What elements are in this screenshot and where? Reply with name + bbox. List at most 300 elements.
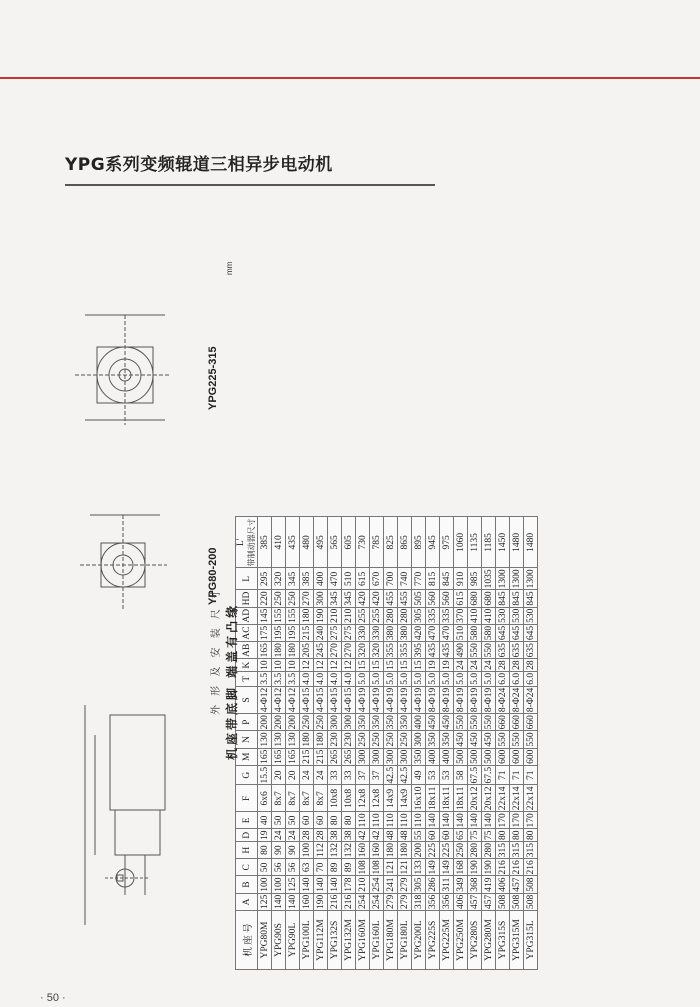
table-cell: 350 (399, 715, 410, 730)
table-cell: 254 (357, 894, 368, 909)
table-cell: 15 (413, 660, 424, 670)
table-cell: 4-Φ12 (273, 687, 284, 713)
frame-cell: YPG112M (314, 911, 328, 970)
table-header-cell: AD (236, 607, 258, 624)
table-cell: 265 (343, 749, 354, 764)
frame-cell: YPG225M (440, 911, 454, 970)
table-cell: 216 (511, 860, 522, 875)
table-cell: 510 (455, 625, 466, 641)
table-cell: 12 (329, 660, 340, 670)
table-cell: 250 (273, 591, 284, 606)
motor-side-view (85, 705, 165, 925)
table-cell: 12x8 (356, 785, 370, 812)
table-cell: 508 (497, 894, 508, 909)
table-cell: 645 (525, 625, 536, 641)
table-cell: 12 (315, 660, 326, 670)
table-cell: 10 (259, 660, 270, 670)
table-cell: 560 (427, 591, 438, 606)
table-row (426, 517, 440, 970)
table-row (286, 517, 300, 970)
table-cell: 470 (328, 568, 342, 590)
table-cell: 22x14 (497, 786, 508, 811)
table-cell: 155 (273, 608, 284, 623)
table-cell: 410 (469, 608, 480, 623)
table-cell: 180 (273, 643, 284, 658)
table-cell: 90 (286, 842, 300, 859)
table-cell: 300 (343, 715, 354, 730)
table-cell: 19 (441, 660, 452, 670)
table-header-cell: K (236, 659, 258, 672)
table-cell: 250 (357, 732, 368, 747)
table-cell: 250 (287, 591, 298, 606)
table-cell: 8-Φ24 (511, 687, 522, 713)
frame-cell: YPG132S (328, 911, 342, 970)
table-cell: 450 (441, 715, 452, 730)
table-cell: 15 (371, 660, 382, 670)
table-cell: 315 (511, 843, 522, 858)
table-row (370, 517, 384, 970)
table-cell: 355 (399, 643, 410, 658)
table-cell: 65 (455, 830, 466, 840)
table-cell: 380 (385, 625, 396, 641)
table-cell: 580 (483, 625, 494, 641)
table-cell: 250 (371, 732, 382, 747)
table-cell: 110 (385, 813, 396, 828)
table-cell: 457 (469, 894, 480, 909)
table-header-cell: E (236, 812, 258, 829)
table-caption: 机座带底脚 端盖有凸缘 (225, 602, 239, 760)
table-cell: 125 (259, 894, 270, 909)
table-cell: 15 (357, 660, 368, 670)
table-cell: 335 (427, 608, 438, 623)
table-header-cell: L' 带制动器尺寸 (236, 518, 256, 567)
table-cell: 250 (385, 732, 396, 747)
frame-cell: YPG225S (426, 911, 440, 970)
table-row (384, 517, 398, 970)
table-cell: 4-Φ15 (343, 687, 354, 713)
table-cell: 200 (413, 843, 424, 858)
table-header-cell: B (236, 876, 258, 893)
table-row (328, 517, 342, 970)
table-cell: 37 (356, 765, 370, 785)
table-cell: 255 (357, 608, 368, 623)
table-cell: 210 (357, 877, 368, 892)
table-cell: 165 (259, 643, 270, 658)
table-cell: 530 (497, 608, 508, 623)
table-cell: 275 (343, 625, 354, 641)
table-cell: 350 (357, 715, 368, 730)
table-cell: 140 (301, 877, 312, 892)
table-cell: 67.5 (469, 766, 480, 784)
table-cell: 975 (440, 517, 454, 568)
table-cell: 50 (286, 812, 300, 829)
table-cell: 12x8 (370, 785, 384, 812)
frame-cell: YPG315S (496, 911, 510, 970)
table-cell: 14x9 (384, 785, 398, 812)
table-cell: 19 (427, 660, 438, 670)
table-cell: 38 (343, 830, 354, 840)
table-cell: 4.0 (329, 672, 340, 685)
table-cell: 785 (370, 517, 384, 568)
table-cell: 280 (399, 608, 410, 623)
frame-cell: YPG280M (482, 911, 496, 970)
table-cell: 216 (329, 894, 340, 909)
table-cell: 420 (413, 625, 424, 641)
table-cell: 550 (469, 715, 480, 730)
table-cell: 149 (427, 860, 438, 875)
frame-cell: YPG90L (286, 911, 300, 970)
table-cell: 380 (399, 625, 410, 641)
table-cell: 530 (525, 608, 536, 623)
table-cell: 60 (314, 812, 328, 829)
table-cell: 420 (357, 591, 368, 606)
table-cell: 4-Φ19 (399, 687, 410, 713)
table-header-cell: G (236, 765, 258, 785)
table-cell: 160 (301, 894, 312, 909)
table-cell: 1450 (496, 517, 510, 568)
table-cell: 700 (384, 568, 398, 590)
table-cell: 1480 (524, 517, 538, 568)
table-cell: 15.5 (259, 766, 270, 784)
table-cell: 560 (441, 591, 452, 606)
table-cell: 505 (413, 591, 424, 606)
table-cell: 10x8 (328, 785, 342, 812)
motor-drawings (55, 235, 180, 975)
table-cell: 255 (371, 608, 382, 623)
table-cell: 320 (272, 568, 286, 590)
table-cell: 385 (300, 568, 314, 590)
table-cell: 10x8 (342, 785, 356, 812)
table-cell: 145 (259, 608, 270, 623)
table-cell: 240 (315, 625, 326, 641)
table-row (524, 517, 538, 970)
table-cell: 3.5 (287, 672, 298, 685)
table-row (412, 517, 426, 970)
table-cell: 210 (343, 608, 354, 623)
table-header-cell: S (236, 686, 258, 713)
table-row (496, 517, 510, 970)
table-cell: 190 (469, 860, 480, 875)
table-cell: 345 (286, 568, 300, 590)
table-cell: 28 (497, 660, 508, 670)
table-cell: 14x9 (398, 785, 412, 812)
table-cell: 140 (287, 894, 298, 909)
table-row (440, 517, 454, 970)
table-cell: 4-Φ12 (259, 687, 270, 713)
table-cell: 178 (343, 877, 354, 892)
table-cell: 8-Φ19 (483, 687, 494, 713)
table-cell: 5.0 (483, 672, 494, 685)
table-cell: 8-Φ19 (441, 687, 452, 713)
table-cell: 110 (399, 813, 410, 828)
table-cell: 245 (315, 643, 326, 658)
table-cell: 20 (286, 765, 300, 785)
table-cell: 121 (385, 860, 396, 875)
table-cell: 230 (329, 732, 340, 747)
table-cell: 37 (370, 765, 384, 785)
table-cell: 49 (412, 765, 426, 785)
table-cell: 8x7 (300, 785, 314, 812)
table-cell: 615 (455, 591, 466, 606)
table-cell: 1060 (454, 517, 468, 568)
table-cell: 295 (258, 568, 272, 590)
table-cell: 845 (440, 568, 454, 590)
table-header-cell: A (236, 893, 258, 910)
table-cell: 220 (259, 591, 270, 606)
table-cell: 865 (398, 517, 412, 568)
table-cell: 180 (287, 643, 298, 658)
table-cell: 845 (497, 591, 508, 606)
table-row (398, 517, 412, 970)
table-header-cell: L (236, 568, 258, 590)
table-cell: 200 (273, 715, 284, 730)
table-cell: 4-Φ15 (329, 687, 340, 713)
table-cell: 4-Φ12 (287, 687, 298, 713)
table-row (258, 517, 272, 970)
table-cell: 660 (511, 715, 522, 730)
table-cell: 470 (427, 625, 438, 641)
table-cell: 500 (469, 749, 480, 764)
table-cell: 8-Φ19 (455, 687, 466, 713)
table-cell: 580 (469, 625, 480, 641)
table-header-cell: N (236, 731, 258, 748)
small-frame-label: YPG80-200 (207, 547, 219, 605)
table-cell: 216 (343, 894, 354, 909)
table-cell: 75 (483, 830, 494, 840)
table-cell: 615 (356, 568, 370, 590)
table-cell: 300 (329, 715, 340, 730)
table-cell: 435 (286, 517, 300, 568)
page-number: · 50 · (40, 992, 66, 1004)
table-cell: 38 (329, 830, 340, 840)
table-header-cell: AB (236, 642, 258, 659)
table-cell: 6.0 (497, 672, 508, 685)
table-cell: 457 (511, 877, 522, 892)
table-cell: 419 (483, 877, 494, 892)
table-cell: 815 (426, 568, 440, 590)
table-header-cell: HD (236, 590, 258, 607)
table-cell: 770 (412, 568, 426, 590)
table-cell: 370 (455, 608, 466, 623)
table-cell: 28 (301, 830, 312, 840)
table-cell: 435 (441, 643, 452, 658)
table-cell: 1035 (483, 569, 494, 589)
table-cell: 320 (357, 643, 368, 658)
table-cell: 5.0 (427, 672, 438, 685)
table-cell: 132 (329, 843, 340, 858)
table-cell: 24 (273, 830, 284, 840)
table-cell: 400 (441, 749, 452, 764)
table-cell: 180 (399, 843, 410, 858)
table-cell: 130 (273, 732, 284, 747)
table-cell: 33 (328, 765, 342, 785)
table-cell: 280 (385, 608, 396, 623)
table-cell: 300 (371, 749, 382, 764)
table-cell: 140 (273, 894, 284, 909)
table-cell: 165 (287, 749, 298, 764)
table-cell: 550 (455, 715, 466, 730)
table-cell: 140 (441, 813, 452, 828)
table-cell: 250 (301, 715, 312, 730)
frame-cell: YPG160L (370, 911, 384, 970)
table-cell: 100 (301, 843, 312, 858)
table-cell: 165 (273, 749, 284, 764)
table-cell: 455 (399, 591, 410, 606)
table-cell: 60 (427, 830, 438, 840)
table-cell: 130 (259, 732, 270, 747)
table-cell: 230 (343, 732, 354, 747)
table-cell: 4.0 (343, 672, 354, 685)
table-cell: 8x7 (272, 785, 286, 812)
table-cell: 12 (301, 660, 312, 670)
table-cell: 125 (287, 877, 298, 892)
table-cell: 71 (524, 765, 538, 785)
table-cell: 420 (371, 591, 382, 606)
table-cell: 180 (301, 608, 312, 623)
table-cell: 1300 (511, 569, 522, 589)
frame-cell: YPG200L (412, 911, 426, 970)
table-header-cell: C (236, 859, 258, 876)
table-cell: 112 (315, 843, 326, 858)
table-cell: 225 (441, 843, 452, 858)
table-cell: 315 (525, 843, 536, 858)
table-cell: 140 (469, 813, 480, 828)
table-cell: 60 (300, 812, 314, 829)
dimension-table (235, 516, 538, 970)
table-cell: 180 (315, 732, 326, 747)
table-cell: 60 (441, 830, 452, 840)
table-cell: 8-Φ19 (469, 687, 480, 713)
table-cell: 71 (496, 765, 510, 785)
table-cell: 190 (315, 894, 326, 909)
table-cell: 1300 (497, 569, 508, 589)
table-cell: 42 (371, 830, 382, 840)
table-cell: 305 (413, 877, 424, 892)
table-cell: 160 (371, 843, 382, 858)
table-cell: 100 (259, 877, 270, 892)
table-row (468, 517, 482, 970)
table-cell: 457 (483, 894, 494, 909)
table-cell: 70 (314, 859, 328, 876)
frame-cell: YPG280S (468, 911, 482, 970)
table-cell: 5.0 (399, 672, 410, 685)
table-cell: 895 (412, 517, 426, 568)
table-cell: 28 (315, 830, 326, 840)
table-cell: 5.0 (385, 672, 396, 685)
frame-cell: YPG180M (384, 911, 398, 970)
table-cell: 318 (413, 894, 424, 909)
table-cell: 406 (497, 877, 508, 892)
table-cell: 435 (427, 643, 438, 658)
table-cell: 315 (497, 843, 508, 858)
table-cell: 216 (497, 860, 508, 875)
table-cell: 165 (259, 749, 270, 764)
table-cell: 730 (356, 517, 370, 568)
table-cell: 6.0 (525, 672, 536, 685)
table-cell: 645 (497, 625, 508, 641)
table-cell: 3.5 (259, 672, 270, 685)
table-cell: 20x12 (483, 786, 494, 811)
table-cell: 254 (371, 877, 382, 892)
table-cell: 56 (286, 859, 300, 876)
table-cell: 680 (469, 591, 480, 606)
table-cell: 500 (483, 749, 494, 764)
table-cell: 170 (525, 813, 536, 828)
table-cell: 350 (413, 749, 424, 764)
table-cell: 8x7 (286, 785, 300, 812)
table-cell: 80 (342, 812, 356, 829)
table-cell: 12 (343, 660, 354, 670)
table-cell: 4-Φ19 (385, 687, 396, 713)
table-row (272, 517, 286, 970)
table-cell: 215 (315, 749, 326, 764)
table-cell: 16x10 (413, 786, 424, 811)
table-cell: 508 (525, 894, 536, 909)
table-cell: 48 (385, 830, 396, 840)
table-cell: 600 (511, 749, 522, 764)
table-cell: 410 (483, 608, 494, 623)
table-cell: 42.5 (385, 766, 396, 784)
table-cell: 270 (343, 643, 354, 658)
table-cell: 450 (427, 715, 438, 730)
table-cell: 395 (413, 643, 424, 658)
table-cell: 635 (525, 643, 536, 658)
table-cell: 80 (497, 830, 508, 840)
table-cell: 550 (483, 715, 494, 730)
table-cell: 63 (300, 859, 314, 876)
table-cell: 286 (427, 877, 438, 892)
frame-cell: YPG315L (524, 911, 538, 970)
table-cell: 28 (525, 660, 536, 670)
table-row (454, 517, 468, 970)
table-cell: 190 (315, 608, 326, 623)
table-cell: 450 (469, 732, 480, 747)
frame-cell: YPG180L (398, 911, 412, 970)
table-cell: 4.0 (301, 672, 312, 685)
table-cell: 56 (272, 859, 286, 876)
table-cell: 450 (455, 732, 466, 747)
table-cell: 4-Φ19 (413, 687, 424, 713)
table-cell: 356 (427, 894, 438, 909)
table-header-cell: F (236, 785, 258, 812)
table-subcaption: 外 形 及 安 装 尺 寸 (211, 586, 222, 715)
table-cell: 71 (510, 765, 524, 785)
table-cell: 1185 (482, 517, 496, 568)
table-cell: 22x14 (511, 786, 522, 811)
table-cell: 300 (385, 749, 396, 764)
table-cell: 270 (301, 591, 312, 606)
unit-label: mm (225, 261, 234, 275)
table-cell: 180 (301, 732, 312, 747)
table-cell: 108 (357, 860, 368, 875)
table-cell: 280 (483, 843, 494, 858)
table-cell: 600 (497, 749, 508, 764)
table-cell: 24 (300, 765, 314, 785)
table-cell: 985 (468, 568, 482, 590)
table-cell: 645 (511, 625, 522, 641)
table-body (258, 517, 538, 970)
table-cell: 1300 (525, 569, 536, 589)
table-cell: 845 (511, 591, 522, 606)
table-cell: 18x11 (441, 786, 452, 811)
table-cell: 241 (385, 877, 396, 892)
table-cell: 140 (427, 813, 438, 828)
table-cell: 53 (440, 765, 454, 785)
table-cell: 410 (272, 517, 286, 568)
table-cell: 5.0 (441, 672, 452, 685)
table-cell: 140 (455, 813, 466, 828)
table-cell: 910 (454, 568, 468, 590)
